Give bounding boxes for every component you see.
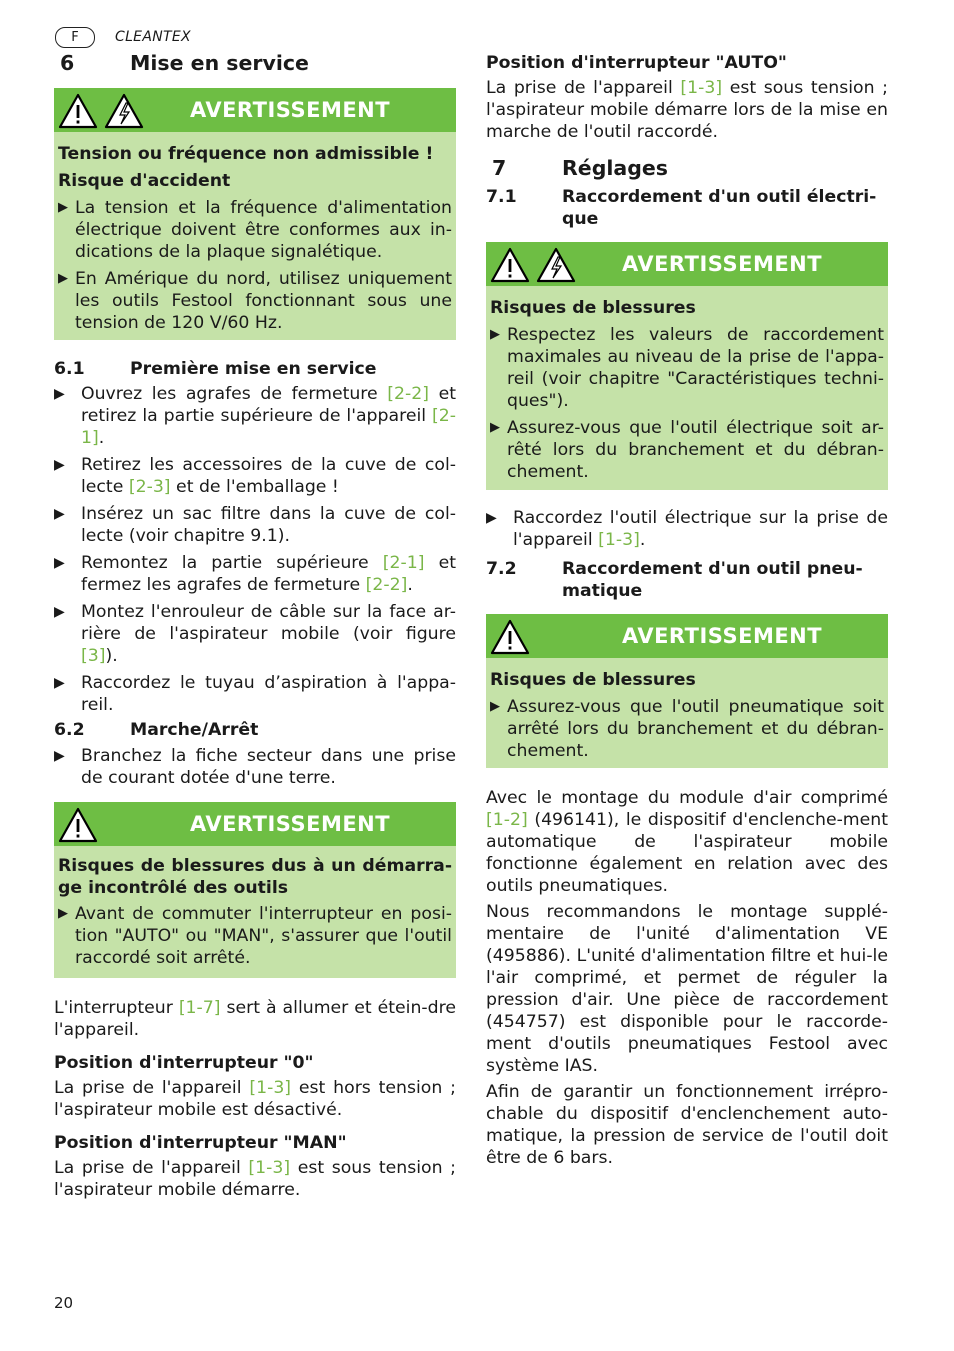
warning-box-pneumatic [486, 614, 888, 768]
warning-subtitle: Risques de blessures [490, 670, 696, 690]
arrow-bullet-icon: ▶ [54, 675, 65, 691]
compressed-air-paragraph: Avec le montage du module d'air comprimé [1-2] (496141), le dispositif d'enclenche-ment automatique de l'aspirateur mobile fonctionne également en relation avec des outils pneumatiques. [486, 788, 888, 896]
warning-header [54, 88, 456, 133]
list-item: ▶ Raccordez l'outil électrique sur la prise de l'appareil [1-3]. [486, 508, 888, 550]
arrow-bullet-icon: ▶ [54, 748, 65, 764]
warning-item: ▶ Respectez les valeurs de raccordement maximales au niveau de la prise de l'appa-reil (voir chapitre "Caractéristiques techni-ques"). [490, 325, 884, 411]
section-6-1-list [54, 383, 456, 721]
arrow-bullet-icon: ▶ [54, 386, 65, 402]
arrow-bullet-icon: ▶ [58, 906, 68, 921]
arrow-bullet-icon: ▶ [490, 327, 500, 342]
posman-heading: Position d'interrupteur "MAN" [54, 1133, 347, 1153]
warning-subtitle: Risque d'accident [58, 171, 231, 191]
section-7-1-list [486, 507, 888, 556]
arrow-bullet-icon: ▶ [58, 271, 68, 286]
pressure-paragraph: Afin de garantir un fonctionnement irrépro-chable du dispositif d'enclenchement auto-matique, la pression de service de l'outil doit être de 6 bars. [486, 1082, 888, 1168]
list-item: ▶ Raccordez le tuyau d’aspiration à l'appa-reil. [54, 673, 456, 715]
warning-subtitle: Risques de blessures [490, 298, 696, 318]
warning-box-electric-tool [486, 242, 888, 490]
list-item: ▶ Ouvrez les agrafes de fermeture [2-2] et retirez la partie supérieure de l'appareil [2-1]. [54, 384, 456, 448]
warning-item: ▶ Assurez-vous que l'outil électrique soit ar-rêté lors du branchement et du débran-chement. [490, 418, 884, 482]
posauto-text: La prise de l'appareil [1-3] est sous tension ; l'aspirateur mobile démarre lors de la mise en marche de l'outil raccordé. [486, 78, 888, 142]
arrow-bullet-icon: ▶ [54, 457, 65, 473]
warning-item: ▶ Avant de commuter l'interrupteur en posi-tion "AUTO" ou "MAN", s'assurer que l'outil raccordé soit arrêté. [58, 904, 452, 968]
language-badge: F [55, 27, 95, 48]
arrow-bullet-icon: ▶ [58, 200, 68, 215]
warning-title: AVERTISSEMENT [190, 98, 391, 122]
section-6-heading: 6 Mise en service [60, 51, 309, 75]
arrow-bullet-icon: ▶ [54, 555, 65, 571]
posman-text: La prise de l'appareil [1-3] est sous tension ; l'aspirateur mobile démarre. [54, 1158, 456, 1200]
arrow-bullet-icon: ▶ [490, 699, 500, 714]
section-7-heading: 7 Réglages [492, 156, 669, 180]
arrow-bullet-icon: ▶ [486, 510, 497, 526]
list-item: ▶ Montez l'enrouleur de câble sur la face ar-rière de l'aspirateur mobile (voir figure [3]). [54, 602, 456, 666]
warning-box-voltage [54, 88, 456, 340]
warning-title: AVERTISSEMENT [190, 812, 391, 836]
section-6-2-heading: 6.2 Marche/Arrêt [54, 720, 259, 740]
section-6-1-heading: 6.1 Première mise en service [54, 359, 377, 379]
warning-subtitle: Tension ou fréquence non admissible ! [58, 144, 434, 164]
section-6-2-list [54, 745, 456, 794]
switch-paragraph: L'interrupteur [1-7] sert à allumer et étein-dre l'appareil. [54, 998, 456, 1040]
posauto-heading: Position d'interrupteur "AUTO" [486, 53, 787, 73]
arrow-bullet-icon: ▶ [490, 420, 500, 435]
warning-item: ▶ Assurez-vous que l'outil pneumatique soit arrêté lors du branchement et du débran-chement. [490, 697, 884, 761]
warning-item: ▶ En Amérique du nord, utilisez uniquement les outils Festool fonctionnant sous une tension de 120 V/60 Hz. [58, 269, 452, 333]
supply-unit-paragraph: Nous recommandons le montage supplé-mentaire de l'unité d'alimentation VE (495886). L'unité d'alimentation filtre et hui-le l'air comprimé, et permet de réguler la pression d'air. Une pièce de raccordement (454757) est disponible pour le raccorde-ment d'outils pneumatiques Festool avec système IAS. [486, 902, 888, 1076]
warning-item: ▶ La tension et la fréquence d'alimentation électrique doivent être conformes aux in-dications de la plaque signalétique. [58, 198, 452, 262]
list-item: ▶ Insérez un sac filtre dans la cuve de col-lecte (voir chapitre 9.1). [54, 504, 456, 546]
warning-header [54, 802, 456, 847]
warning-header [486, 614, 888, 659]
pos0-heading: Position d'interrupteur "0" [54, 1053, 314, 1073]
list-item: ▶ Remontez la partie supérieure [2-1] et fermez les agrafes de fermeture [2-2]. [54, 553, 456, 595]
section-7-2-heading: 7.2 Raccordement d'un outil pneu-matique [486, 559, 863, 601]
warning-title: AVERTISSEMENT [622, 252, 823, 276]
arrow-bullet-icon: ▶ [54, 506, 65, 522]
page-number: 20 [54, 1294, 74, 1312]
warning-title: AVERTISSEMENT [622, 624, 823, 648]
warning-header [486, 242, 888, 287]
warning-box-startup [54, 802, 456, 978]
brand-name: CLEANTEX [115, 29, 191, 45]
arrow-bullet-icon: ▶ [54, 604, 65, 620]
list-item: ▶ Retirez les accessoires de la cuve de col-lecte [2-3] et de l'emballage ! [54, 455, 456, 497]
pos0-text: La prise de l'appareil [1-3] est hors tension ; l'aspirateur mobile est désactivé. [54, 1078, 456, 1120]
warning-subtitle: Risques de blessures dus à un démarra-ge incontrôlé des outils [58, 856, 452, 898]
section-7-1-heading: 7.1 Raccordement d'un outil électri-que [486, 187, 877, 229]
list-item: ▶ Branchez la fiche secteur dans une prise de courant dotée d'une terre. [54, 746, 456, 788]
